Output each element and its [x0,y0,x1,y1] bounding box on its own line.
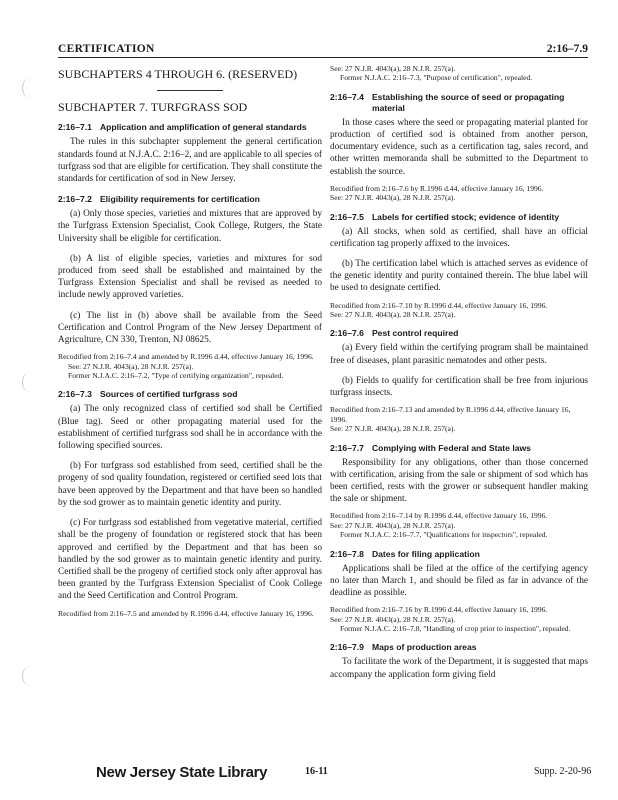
section-title: Maps of production areas [371,642,477,653]
history-note [330,184,588,203]
left-column [58,64,322,618]
section-heading [58,122,322,133]
supplement-date: Supp. 2-20-96 [534,766,592,777]
section-number: 2:16–7.8 [330,548,364,559]
history-line: Former N.J.A.C. 2:16–7.2, "Type of certifying organization", repealed. [68,371,284,381]
history-line: Former N.J.A.C. 2:16–7.7, "Qualifications for inspectors", repealed. [340,530,548,540]
section-number: 2:16–7.5 [330,211,364,222]
history-note [58,609,322,618]
margin-mark [22,666,38,686]
page-number: 16-11 [305,766,328,777]
paragraph: Responsibility for any obligations, other than those concerned with certification, arising from the sale or shipment of sod which has been certified, rests with the grower or subsequent handler making the sale or shipment. [330,457,588,505]
history-line: Recodified from 2:16–7.5 and amended by R.1996 d.44, effective January 16, 1996. [58,608,314,618]
header-chapter: CERTIFICATION [58,43,155,55]
section-heading [330,549,588,560]
section-heading [330,642,588,653]
paragraph: Applications shall be filed at the office of the certifying agency no later than March 1, and should be filed as far in advance of the deadline as possible. [330,563,588,598]
history-note [330,405,588,433]
paragraph: (a) Only those species, varieties and mixtures that are approved by the Turfgrass Extension Specialist, Cook College, Rutgers, the State University shall be eligible for certification. [58,209,322,244]
history-note [330,605,588,633]
history-line: Recodified from 2:16–7.6 by R.1996 d.44, effective January 16, 1996. [330,183,544,193]
section-heading [58,194,322,205]
section-heading [58,389,322,400]
paragraph: (b) The certification label which is attached serves as evidence of the genetic identity and purity contained therein. The blue label will be used to designate certified. [330,259,588,294]
paragraph: (b) A list of eligible species, varieties and mixtures for sod produced from seed shall be established and maintained by the Turfgrass Extension Specialist and shall be revised as needed to include newly approved varieties. [58,253,322,301]
right-column [330,64,588,681]
paragraph: To facilitate the work of the Department, it is suggested that maps accompany the application form giving field [330,657,588,680]
paragraph: (a) Every field within the certifying program shall be maintained free of diseases, plant parasitic nematodes and other pests. [330,343,588,366]
history-line: See: 27 N.J.R. 4043(a), 28 N.J.R. 257(a). [330,310,456,320]
section-title: Establishing the source of seed or propagating material [371,91,565,113]
history-line: Recodified from 2:16–7.13 and amended by R.1996 d.44, effective January 16, 1996. [330,405,571,424]
paragraph: (b) For turfgrass sod established from seed, certified shall be the progeny of sod quality foundation, registered or certified seed lots that have been approved by the Department and that have been so handled by the sod grower as to maintain genetic identity and purity. [58,461,322,508]
history-note [58,352,322,380]
section-number: 2:16–7.1 [58,122,92,133]
history-line: See: 27 N.J.R. 4043(a), 28 N.J.R. 257(a). [330,614,456,624]
divider-rule [157,90,223,91]
history-line: Recodified from 2:16–7.14 by R.1996 d.44, effective January 16, 1996. [330,511,548,521]
history-line: See: 27 N.J.R. 4043(a), 28 N.J.R. 257(a). [330,193,456,203]
paragraph: (a) All stocks, when sold as certified, shall have an official certification tag properly affixed to the invoices. [330,226,588,249]
paragraph: In those cases where the seed or propagating material planted for production of certified sod is obtained from another person, documentary evidence, such as a certification tag, sales record, and other written memoranda shall be submitted to the Department to establish the source. [330,117,588,177]
section-title: Application and amplification of general standards [99,122,307,133]
paragraph: The rules in this subchapter supplement the general certification standards found at N.J.A.C. 2:16–2, and are applicable to all species of turfgrass sod that are eligible for certification. They shall constitute the standards for certification of sod in New Jersey. [58,137,322,185]
page-header [58,40,588,58]
section-heading [330,328,588,339]
subchapter-reserved-heading: SUBCHAPTERS 4 THROUGH 6. (RESERVED) [58,67,298,81]
history-line: See: 27 N.J.R. 4043(a), 28 N.J.R. 257(a). [330,64,456,73]
section-title: Labels for certified stock; evidence of identity [371,211,560,222]
section-number: 2:16–7.9 [330,642,364,653]
section-number: 2:16–7.7 [330,442,364,453]
history-note [330,511,588,539]
history-line: Former N.J.A.C. 2:16–7.3, "Purpose of certification", repealed. [340,73,533,83]
section-number: 2:16–7.2 [58,194,92,205]
section-heading [330,212,588,223]
section-title: Complying with Federal and State laws [371,442,531,453]
history-line: Former N.J.A.C. 2:16–7.8, "Handling of crop prior to inspection", repealed. [340,623,571,633]
library-stamp: New Jersey State Library [96,764,268,781]
history-line: Recodified from 2:16–7.4 and amended by R.1996 d.44, effective January 16, 1996. [58,352,314,362]
history-line: Recodified from 2:16–7.10 by R.1996 d.44, effective January 16, 1996. [330,300,548,310]
paragraph: (b) Fields to qualify for certification shall be free from injurious turfgrass insects. [330,375,588,399]
header-section-range: 2:16–7.9 [546,43,588,55]
section-heading [330,443,588,454]
section-title: Pest control required [371,328,459,339]
section-title: Sources of certified turfgrass sod [99,389,238,400]
section-title: Dates for filing application [371,548,480,559]
history-line: See: 27 N.J.R. 4043(a), 28 N.J.R. 257(a). [68,361,194,371]
section-title: Eligibility requirements for certification [99,194,260,205]
paragraph: (c) For turfgrass sod established from vegetative material, certified shall be the progeny of foundation or registered stock that has been approved and certified by the Department and that has been so handled by the sod grower as to maintain genetic identity and purity. Certified shall be the progeny of certified stock only after approval has been granted by the Turfgrass Extension Specialist of Cook College and the Seed Certification and Control Program. [58,518,322,602]
history-note [330,301,588,320]
section-number: 2:16–7.6 [330,328,364,339]
paragraph: (a) The only recognized class of certified sod shall be Certified (Blue tag). Seed or other propagating material used for the establishment of certified turfgrass sod shall be in accordance with the following specified sources. [58,404,322,452]
paragraph: (c) The list in (b) above shall be available from the Seed Certification and Control Program of the New Jersey Department of Agriculture, CN 330, Trenton, NJ 08625. [58,310,322,346]
history-line: Recodified from 2:16–7.16 by R.1996 d.44, effective January 16, 1996. [330,605,548,615]
history-line: See: 27 N.J.R. 4043(a), 28 N.J.R. 257(a). [330,424,456,434]
page-footer [0,762,618,786]
section-number: 2:16–7.3 [58,389,92,400]
history-note [330,64,588,83]
margin-mark [22,78,38,98]
history-line: See: 27 N.J.R. 4043(a), 28 N.J.R. 257(a). [330,520,456,530]
subchapter-7-heading: SUBCHAPTER 7. TURFGRASS SOD [58,100,248,115]
section-number: 2:16–7.4 [330,91,364,102]
margin-mark [22,372,38,392]
section-heading [330,92,588,114]
